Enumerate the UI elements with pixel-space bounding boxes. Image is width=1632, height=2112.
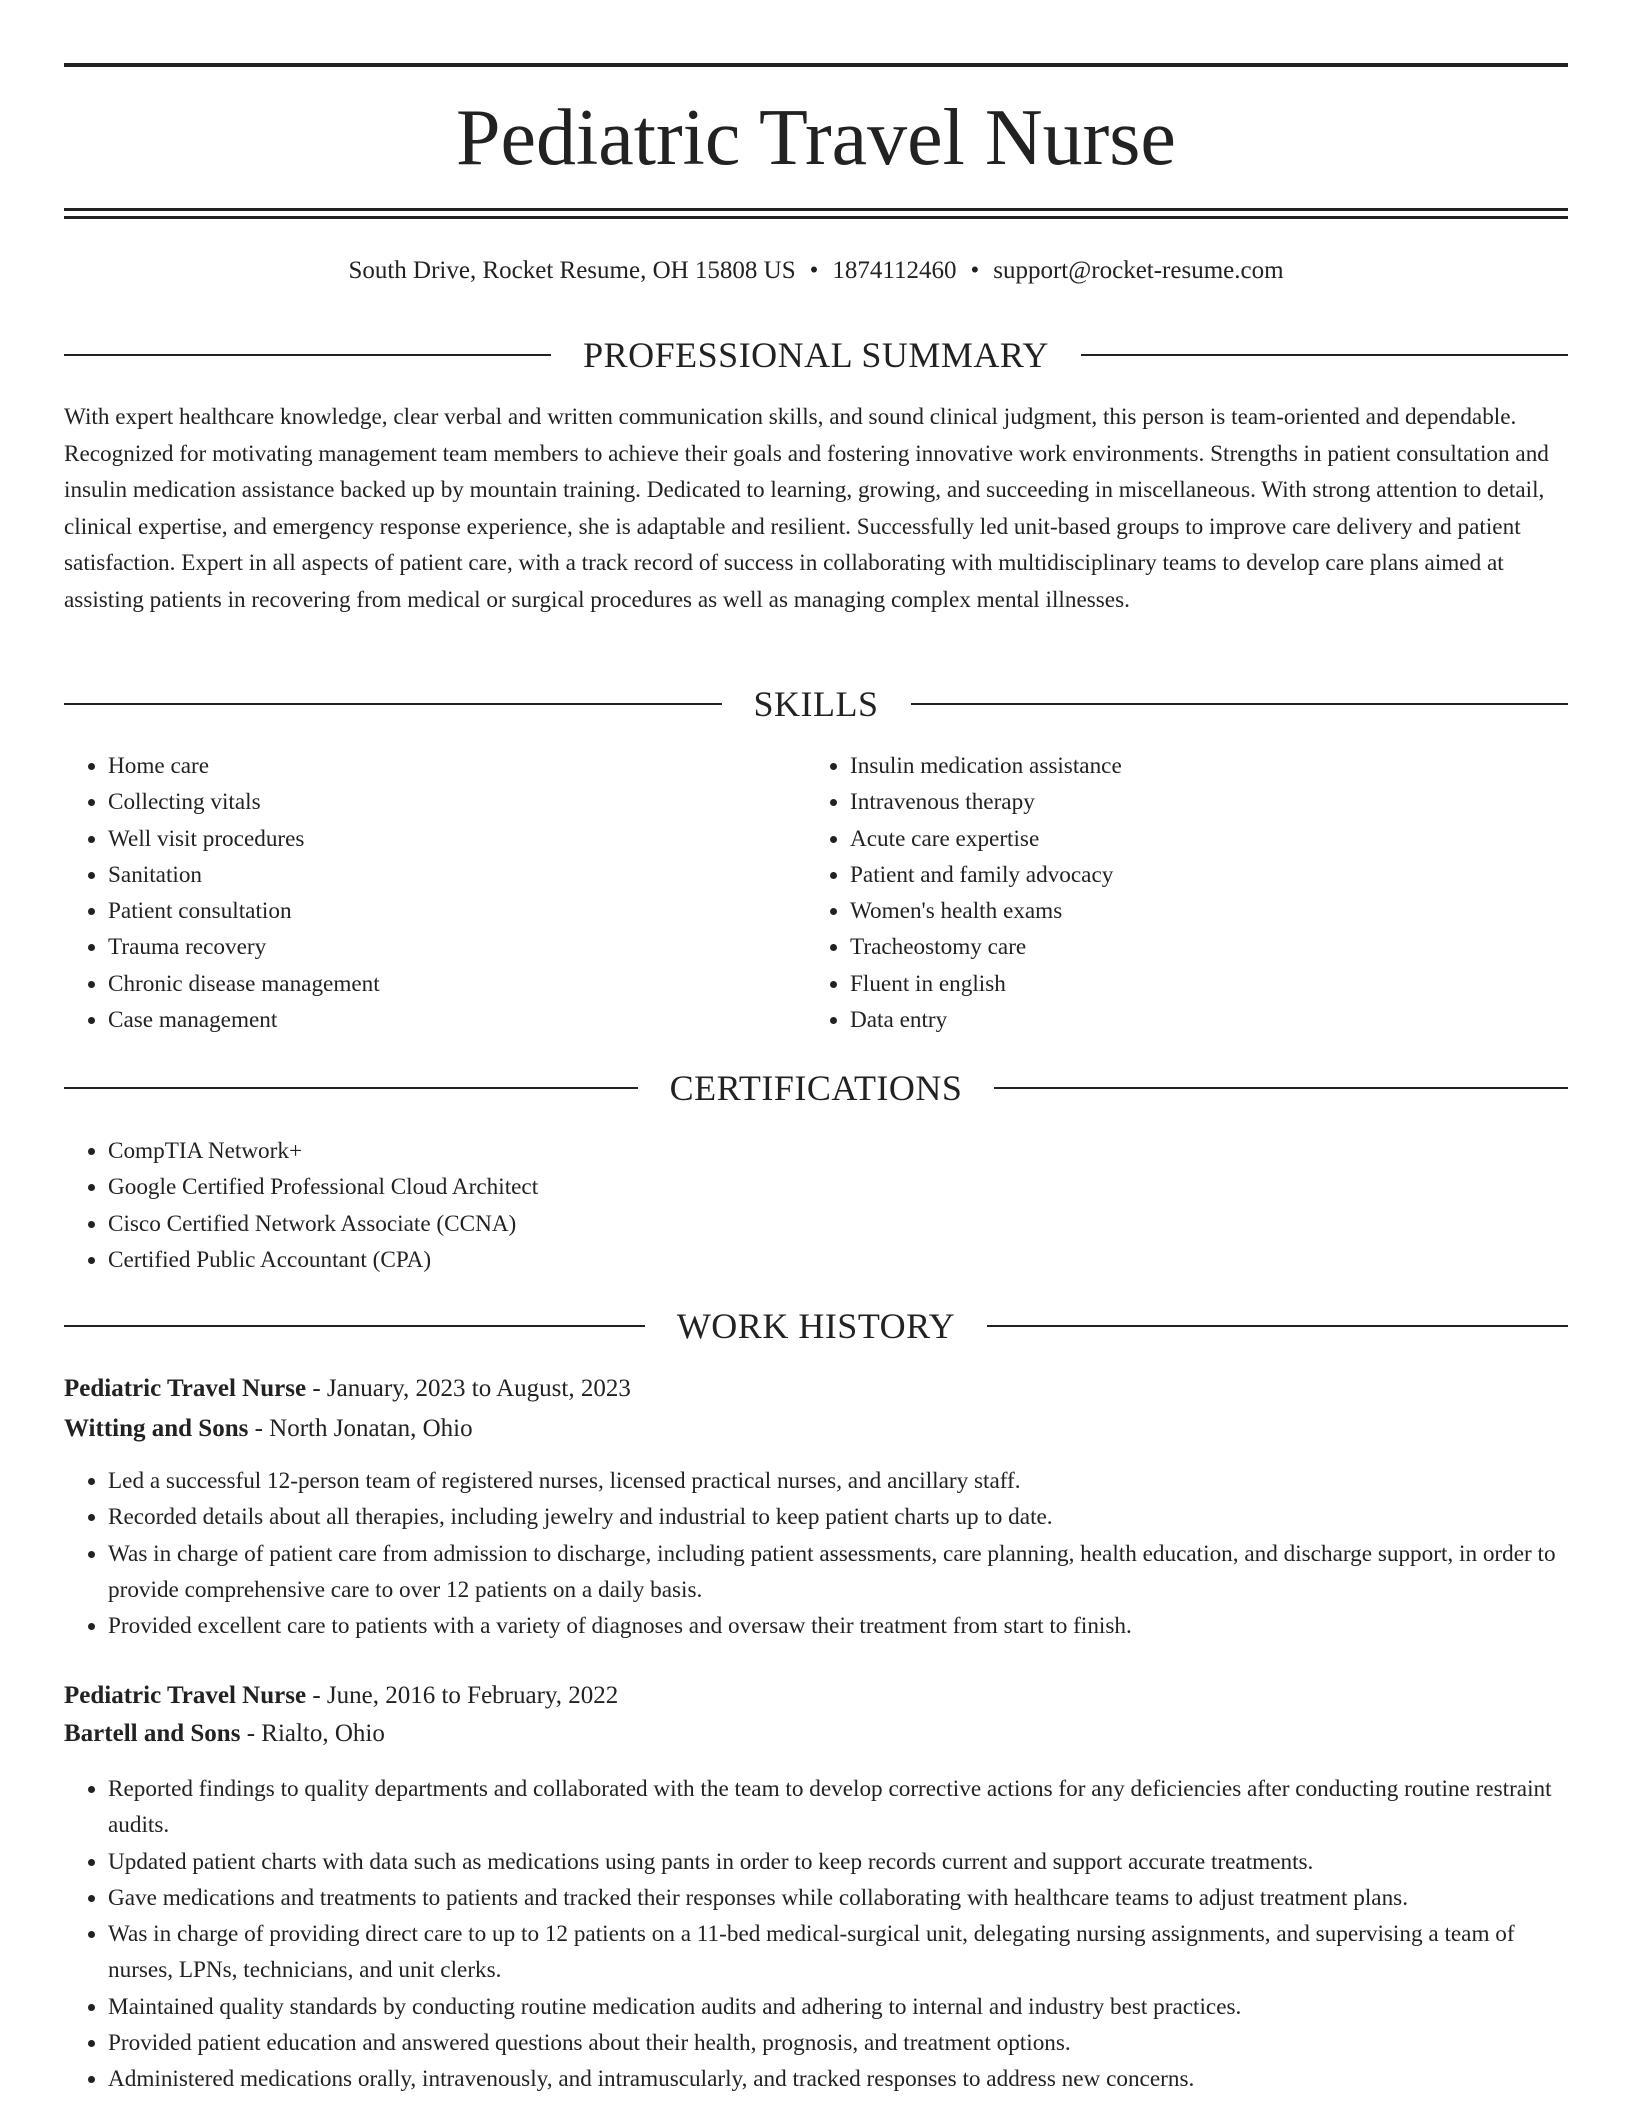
certifications-list xyxy=(64,1133,1064,1278)
job-location: - Rialto, Ohio xyxy=(240,1720,385,1747)
skill-item: • Case management xyxy=(108,1002,764,1038)
duty-item: • Updated patient charts with data such as medications using pants in order to keep records current and support accurate treatments. xyxy=(108,1844,1568,1880)
heading-rule xyxy=(64,354,551,356)
job-duties xyxy=(64,1463,1568,1644)
job-company: Bartell and Sons xyxy=(64,1720,241,1747)
duty-item: • Led a successful 12-person team of registered nurses, licensed practical nurses, and ancillary staff. xyxy=(108,1463,1568,1499)
contact-separator: • xyxy=(970,257,980,284)
job-company-line xyxy=(64,1715,1568,1753)
job-dates: - January, 2023 to August, 2023 xyxy=(306,1375,631,1402)
heading-rule xyxy=(1081,354,1568,356)
certification-item: • CompTIA Network+ xyxy=(108,1133,1064,1169)
job-duties-list xyxy=(64,1771,1568,2098)
duty-item: • Provided excellent care to patients with a variety of diagnoses and oversaw their treatment from start to finish. xyxy=(108,1608,1568,1644)
job-title-line xyxy=(64,1677,1568,1715)
duty-item: • Was in charge of providing direct care to up to 12 patients on a 11-bed medical-surgical unit, delegating nursing assignments, and supervising a team of nurses, LPNs, technicians, and unit clerks. xyxy=(108,1916,1568,1989)
duty-item: • Reported findings to quality departments and collaborated with the team to develop corrective actions for any deficiencies after conducting routine restraint audits. xyxy=(108,1771,1568,1844)
duty-item: • Maintained quality standards by conducting routine medication audits and adhering to internal and industry best practices. xyxy=(108,1989,1568,2025)
skills-list xyxy=(806,748,1506,1038)
skill-item: • Insulin medication assistance xyxy=(850,748,1506,784)
heading-rule xyxy=(911,703,1569,705)
skills-column-left xyxy=(64,748,764,1038)
contact-email: support@rocket-resume.com xyxy=(993,257,1284,284)
top-rule xyxy=(64,63,1568,67)
skill-item: • Home care xyxy=(108,748,764,784)
skill-item: • Fluent in english xyxy=(850,966,1506,1002)
job-dates: - June, 2016 to February, 2022 xyxy=(306,1682,619,1709)
skill-item: • Well visit procedures xyxy=(108,821,764,857)
duty-item: • Gave medications and treatments to patients and tracked their responses while collaborating with healthcare teams to adjust treatment plans. xyxy=(108,1880,1568,1916)
summary-paragraph: With expert healthcare knowledge, clear verbal and written communication skills, and sound clinical judgment, this person is team-oriented and dependable. Recognized for motivating management team members to achieve their goals and fostering innovative work environments. Strengths in patient consultation and insulin medication assistance backed up by mountain training. Dedicated to learning, growing, and succeeding in miscellaneous. With strong attention to detail, clinical expertise, and emergency response experience, she is adaptable and resilient. Successfully led unit-based groups to improve care delivery and patient satisfaction. Expert in all aspects of patient care, with a track record of success in collaborating with multidisciplinary teams to develop care plans aimed at assisting patients in recovering from medical or surgical procedures as well as managing complex mental illnesses. xyxy=(64,404,1549,613)
job-duties xyxy=(64,1771,1568,2098)
duty-item: • Provided patient education and answered questions about their health, prognosis, and treatment options. xyxy=(108,2025,1568,2061)
skills-column-right xyxy=(806,748,1506,1038)
skill-item: • Chronic disease management xyxy=(108,966,764,1002)
heading-rule xyxy=(987,1325,1568,1327)
contact-separator: • xyxy=(809,257,819,284)
job-title: Pediatric Travel Nurse xyxy=(64,1682,307,1709)
contact-phone: 1874112460 xyxy=(832,257,957,284)
certifications-block xyxy=(64,1133,1064,1278)
section-title: SKILLS xyxy=(753,684,879,724)
skill-item: • Collecting vitals xyxy=(108,784,764,820)
job-title: Pediatric Travel Nurse xyxy=(64,1375,307,1402)
certification-item: • Google Certified Professional Cloud Architect xyxy=(108,1169,1064,1205)
section-heading-work xyxy=(64,1304,1568,1348)
job-duties-list xyxy=(64,1463,1568,1644)
contact-line xyxy=(64,254,1568,288)
duty-item: • Administered medications orally, intravenously, and intramuscularly, and tracked responses to address new concerns. xyxy=(108,2061,1568,2097)
heading-rule xyxy=(64,1325,645,1327)
heading-rule xyxy=(64,1087,638,1089)
resume-title: Pediatric Travel Nurse xyxy=(456,94,1176,182)
section-heading-skills xyxy=(64,682,1568,726)
heading-rule xyxy=(64,703,722,705)
skill-item: • Sanitation xyxy=(108,857,764,893)
skill-item: • Women's health exams xyxy=(850,893,1506,929)
skills-list xyxy=(64,748,764,1038)
duty-item: • Recorded details about all therapies, including jewelry and industrial to keep patient charts up to date. xyxy=(108,1499,1568,1535)
job-location: - North Jonatan, Ohio xyxy=(248,1415,473,1442)
heading-rule xyxy=(994,1087,1568,1089)
contact-address: South Drive, Rocket Resume, OH 15808 US xyxy=(348,257,796,284)
skill-item: • Data entry xyxy=(850,1002,1506,1038)
section-heading-summary xyxy=(64,333,1568,377)
title-rule-lower xyxy=(64,216,1568,219)
section-title: CERTIFICATIONS xyxy=(669,1068,963,1108)
skill-item: • Intravenous therapy xyxy=(850,784,1506,820)
skill-item: • Tracheostomy care xyxy=(850,929,1506,965)
skill-item: • Acute care expertise xyxy=(850,821,1506,857)
job-title-line xyxy=(64,1370,1568,1408)
job-company: Witting and Sons xyxy=(64,1415,249,1442)
skill-item: • Trauma recovery xyxy=(108,929,764,965)
duty-item: • Was in charge of patient care from admission to discharge, including patient assessments, care planning, health education, and discharge support, in order to provide comprehensive care to over 12 patients on a daily basis. xyxy=(108,1536,1568,1609)
section-title: WORK HISTORY xyxy=(676,1306,956,1346)
job-company-line xyxy=(64,1410,1568,1448)
certification-item: • Certified Public Accountant (CPA) xyxy=(108,1242,1064,1278)
skill-item: • Patient consultation xyxy=(108,893,764,929)
section-heading-certifications xyxy=(64,1066,1568,1110)
certification-item: • Cisco Certified Network Associate (CCNA) xyxy=(108,1206,1064,1242)
title-rule-upper xyxy=(64,208,1568,211)
skill-item: • Patient and family advocacy xyxy=(850,857,1506,893)
section-title: PROFESSIONAL SUMMARY xyxy=(583,335,1049,375)
